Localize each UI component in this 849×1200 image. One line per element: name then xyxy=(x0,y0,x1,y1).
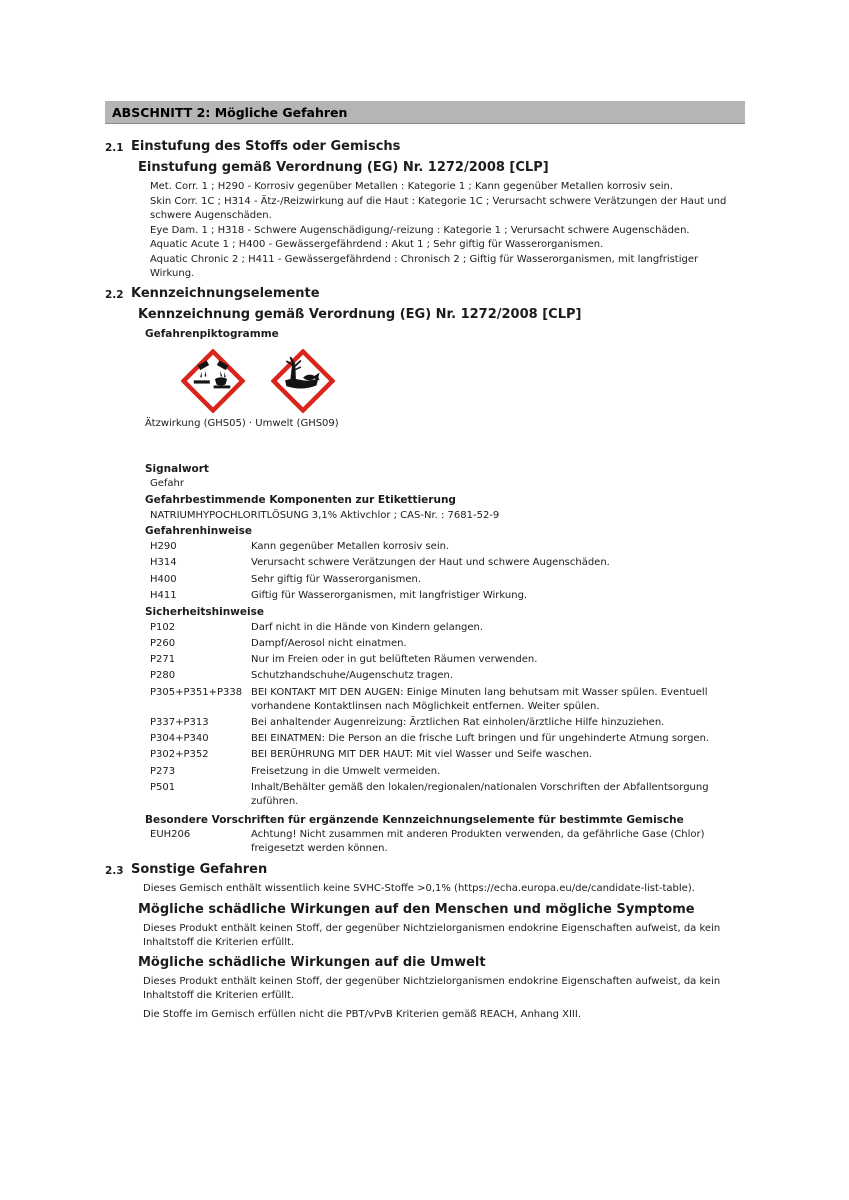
hazard-statement-row xyxy=(150,540,745,554)
ghs09-environment-icon xyxy=(271,349,335,413)
statement-code: H411 xyxy=(150,589,177,601)
statement-text: BEI KONTAKT MIT DEN AUGEN: Einige Minuten lang behutsam mit Wasser spülen. Eventuell vorhandene Kontaktlinsen nach Möglichkeit entfernen. Weiter spülen. xyxy=(251,686,708,712)
statement-code: P337+P313 xyxy=(150,716,209,728)
statement-text: Schutzhandschuhe/Augenschutz tragen. xyxy=(251,670,454,682)
section-other-hazards xyxy=(105,861,745,1025)
classification-entry: Aquatic Chronic 2 ; H411 - Gewässergefährdend : Chronisch 2 ; Giftig für Wasserorganismen, mit langfristiger Wirkung. xyxy=(150,254,699,279)
pictogram-row xyxy=(181,349,745,413)
signal-word-block xyxy=(131,462,745,491)
statement-code: H400 xyxy=(150,573,177,585)
statement-code: P273 xyxy=(150,765,176,777)
signal-word-label: Signalwort xyxy=(145,462,209,475)
precautionary-statement-row xyxy=(150,653,745,667)
statement-text: Nur im Freien oder in gut belüfteten Räumen verwenden. xyxy=(251,654,538,666)
statement-text: BEI EINATMEN: Die Person an die frische Luft bringen und für ungehinderte Atmung sorgen. xyxy=(251,733,710,745)
svhc-note: Dieses Gemisch enthält wissentlich keine SVHC-Stoffe >0,1% (https://echa.europa.eu/de/candidate-list-table). xyxy=(143,883,695,895)
section-content xyxy=(131,285,745,859)
precautionary-statements-label: Sicherheitshinweise xyxy=(145,606,264,619)
section-classification xyxy=(105,138,745,281)
hazard-statements-list xyxy=(131,540,745,603)
classification-entry: Eye Dam. 1 ; H318 - Schwere Augenschädigung/-reizung : Kategorie 1 ; Verursacht schwere Augenschäden. xyxy=(150,224,690,236)
section-header-bar xyxy=(105,101,745,124)
statement-text: BEI BERÜHRUNG MIT DER HAUT: Mit viel Wasser und Seife waschen. xyxy=(251,749,593,761)
statement-text: Inhalt/Behälter gemäß den lokalen/regionalen/nationalen Vorschriften der Abfallentsorgung zuführen. xyxy=(251,782,709,807)
statement-code: P302+P352 xyxy=(150,749,209,761)
statement-text: Freisetzung in die Umwelt vermeiden. xyxy=(251,765,441,777)
human-effects-title: Mögliche schädliche Wirkungen auf den Menschen und mögliche Symptome xyxy=(138,901,695,917)
statement-code: P102 xyxy=(150,621,176,633)
statement-code: EUH206 xyxy=(150,829,191,841)
special-rules-list xyxy=(131,828,745,856)
precautionary-statement-row xyxy=(150,716,745,730)
precautionary-statement-row xyxy=(150,686,745,714)
pictogram-caption: Ätzwirkung (GHS05) · Umwelt (GHS09) xyxy=(145,418,339,430)
section-content xyxy=(131,138,745,281)
labelling-title: Kennzeichnungselemente xyxy=(131,285,320,301)
statement-code: P305+P351+P338 xyxy=(150,686,243,698)
precautionary-statement-row xyxy=(150,637,745,651)
statement-code: P271 xyxy=(150,654,176,666)
section-number: 2.1 xyxy=(105,142,124,155)
precautionary-statement-row xyxy=(150,669,745,683)
components-value: NATRIUMHYPOCHLORITLÖSUNG 3,1% Aktivchlor ; CAS-Nr. : 7681-52-9 xyxy=(150,509,500,521)
statement-text: Darf nicht in die Hände von Kindern gelangen. xyxy=(251,621,484,633)
statement-text: Kann gegenüber Metallen korrosiv sein. xyxy=(251,540,450,552)
section-labelling xyxy=(105,285,745,859)
environment-effects-text: Dieses Produkt enthält keinen Stoff, der gegenüber Nichtzielorganismen endokrine Eigenschaften aufweist, da kein Inhaltstoff die Kriterien erfüllt. xyxy=(143,976,721,1002)
statement-code: P280 xyxy=(150,670,176,682)
hazard-statement-row xyxy=(150,573,745,587)
classification-title: Einstufung des Stoffs oder Gemischs xyxy=(131,139,401,155)
statement-text: Sehr giftig für Wasserorganismen. xyxy=(251,573,422,585)
statement-code: H314 xyxy=(150,557,177,569)
precautionary-statement-row xyxy=(150,748,745,762)
classification-subtitle: Einstufung gemäß Verordnung (EG) Nr. 1272/2008 [CLP] xyxy=(138,160,549,176)
statement-text: Achtung! Nicht zusammen mit anderen Produkten verwenden, da gefährliche Gase (Chlor) freigesetzt werden können. xyxy=(251,829,705,854)
classification-entries xyxy=(131,180,745,281)
statement-code: P304+P340 xyxy=(150,733,209,745)
pictograms-label: Gefahrenpiktogramme xyxy=(145,327,279,340)
components-label: Gefahrbestimmende Komponenten zur Etikettierung xyxy=(145,494,456,507)
statement-text: Bei anhaltender Augenreizung: Ärztlichen Rat einholen/ärztliche Hilfe hinzuziehen. xyxy=(251,716,665,728)
environment-effects-title: Mögliche schädliche Wirkungen auf die Umwelt xyxy=(138,955,486,971)
section-number: 2.3 xyxy=(105,865,124,878)
section-content xyxy=(131,861,745,1025)
precautionary-statement-row xyxy=(150,621,745,635)
labelling-subtitle: Kennzeichnung gemäß Verordnung (EG) Nr. 1272/2008 [CLP] xyxy=(138,306,582,322)
signal-word-value: Gefahr xyxy=(150,478,184,490)
classification-entry: Aquatic Acute 1 ; H400 - Gewässergefährdend : Akut 1 ; Sehr giftig für Wasserorganismen. xyxy=(150,239,604,251)
classification-entry: Skin Corr. 1C ; H314 - Ätz-/Reizwirkung auf die Haut : Kategorie 1C ; Verursacht schwere Verätzungen der Haut und schwere Augenschäden. xyxy=(150,195,727,221)
special-rule-row xyxy=(150,828,745,856)
ghs05-corrosion-icon xyxy=(181,349,245,413)
precautionary-statement-row xyxy=(150,732,745,746)
precautionary-statement-row xyxy=(150,765,745,779)
pbt-note: Die Stoffe im Gemisch erfüllen nicht die PBT/vPvB Kriterien gemäß REACH, Anhang XIII. xyxy=(143,1009,581,1021)
hazard-statement-row xyxy=(150,556,745,570)
human-effects-text: Dieses Produkt enthält keinen Stoff, der gegenüber Nichtzielorganismen endokrine Eigenschaften aufweist, da kein Inhaltstoff die Kriterien erfüllt. xyxy=(143,922,721,948)
hazard-statements-label: Gefahrenhinweise xyxy=(145,525,252,538)
other-hazards-title: Sonstige Gefahren xyxy=(131,862,268,878)
precautionary-statement-row xyxy=(150,781,745,809)
statement-code: H290 xyxy=(150,540,177,552)
section-number: 2.2 xyxy=(105,288,124,301)
statement-text: Verursacht schwere Verätzungen der Haut und schwere Augenschäden. xyxy=(251,557,610,569)
statement-text: Dampf/Aerosol nicht einatmen. xyxy=(251,637,407,649)
hazard-statement-row xyxy=(150,589,745,603)
statement-code: P501 xyxy=(150,782,176,794)
classification-entry: Met. Corr. 1 ; H290 - Korrosiv gegenüber Metallen : Kategorie 1 ; Kann gegenüber Metallen korrosiv sein. xyxy=(150,181,674,193)
special-rules-label: Besondere Vorschriften für ergänzende Kennzeichnungselemente für bestimmte Gemische xyxy=(145,813,684,826)
precautionary-statements-list xyxy=(131,621,745,809)
section-header-title: ABSCHNITT 2: Mögliche Gefahren xyxy=(112,105,348,120)
statement-text: Giftig für Wasserorganismen, mit langfristiger Wirkung. xyxy=(251,589,528,601)
statement-code: P260 xyxy=(150,637,176,649)
